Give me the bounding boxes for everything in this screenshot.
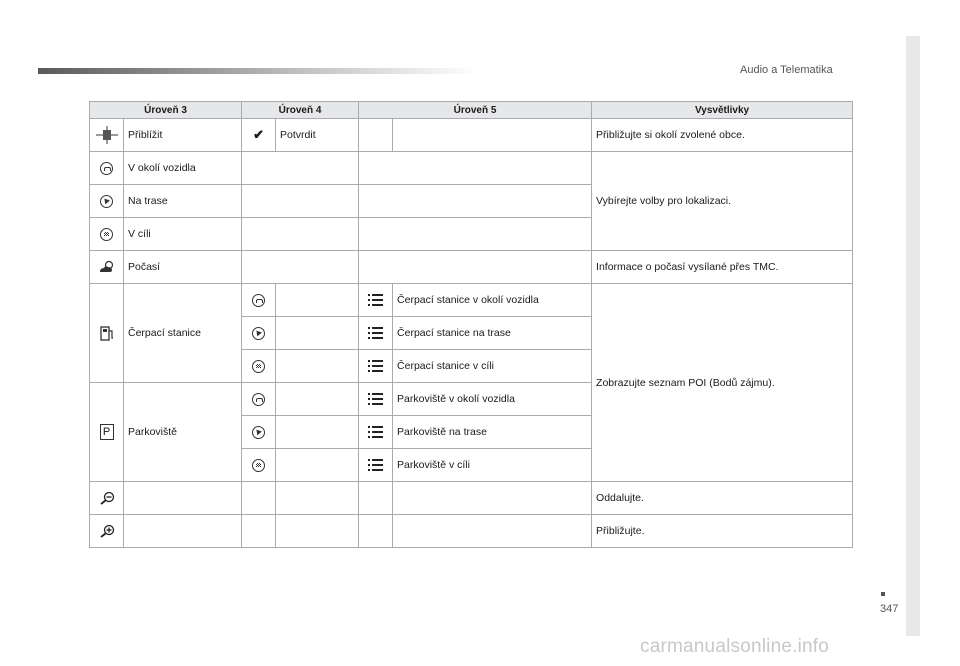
vehicle-circle-icon bbox=[242, 383, 276, 416]
fuel-pump-icon bbox=[90, 284, 124, 383]
table-row bbox=[90, 284, 853, 317]
list-icon bbox=[359, 284, 393, 317]
level5-label: Čerpací stanice na trase bbox=[393, 317, 592, 350]
destination-flag-circle-icon bbox=[242, 350, 276, 383]
section-title: Audio a Telematika bbox=[740, 64, 833, 76]
confirm-label: Potvrdit bbox=[276, 119, 359, 152]
explanation: Zobrazujte seznam POI (Bodů zájmu). bbox=[592, 284, 853, 482]
explanation: Oddalujte. bbox=[592, 482, 853, 515]
table-row bbox=[90, 152, 853, 185]
row-label: V okolí vozidla bbox=[124, 152, 242, 185]
vehicle-circle-icon bbox=[90, 152, 124, 185]
level5-label: Parkoviště na trase bbox=[393, 416, 592, 449]
route-arrow-circle-icon bbox=[242, 317, 276, 350]
table-header-row bbox=[90, 102, 853, 119]
watermark: carmanualsonline.info bbox=[640, 636, 830, 657]
row-label: V cíli bbox=[124, 218, 242, 251]
page-marker bbox=[881, 592, 885, 596]
row-label: Počasí bbox=[124, 251, 242, 284]
table-row bbox=[90, 482, 853, 515]
row-label: Čerpací stanice bbox=[124, 284, 242, 383]
level5-label: Parkoviště v okolí vozidla bbox=[393, 383, 592, 416]
header-level-4: Úroveň 4 bbox=[242, 102, 359, 119]
list-icon bbox=[359, 383, 393, 416]
explanation: Přibližujte. bbox=[592, 515, 853, 548]
level5-label: Čerpací stanice v okolí vozidla bbox=[393, 284, 592, 317]
zoom-map-icon bbox=[90, 119, 124, 152]
table-row bbox=[90, 251, 853, 284]
destination-flag-circle-icon bbox=[90, 218, 124, 251]
list-icon bbox=[359, 350, 393, 383]
destination-flag-circle-icon bbox=[242, 449, 276, 482]
zoom-in-icon bbox=[90, 515, 124, 548]
explanation: Přibližujte si okolí zvolené obce. bbox=[592, 119, 853, 152]
header-level-3: Úroveň 3 bbox=[90, 102, 242, 119]
zoom-out-icon bbox=[90, 482, 124, 515]
explanation: Informace o počasí vysílané přes TMC. bbox=[592, 251, 853, 284]
row-label: Na trase bbox=[124, 185, 242, 218]
table-row bbox=[90, 515, 853, 548]
route-arrow-circle-icon bbox=[90, 185, 124, 218]
level5-label: Parkoviště v cíli bbox=[393, 449, 592, 482]
table-row bbox=[90, 119, 853, 152]
header-level-5: Úroveň 5 bbox=[359, 102, 592, 119]
route-arrow-circle-icon bbox=[242, 416, 276, 449]
list-icon bbox=[359, 449, 393, 482]
list-icon bbox=[359, 317, 393, 350]
header-explanation: Vysvětlivky bbox=[592, 102, 853, 119]
parking-icon: P bbox=[90, 383, 124, 482]
header-gradient-bar bbox=[38, 68, 478, 74]
row-label: Parkoviště bbox=[124, 383, 242, 482]
vehicle-circle-icon bbox=[242, 284, 276, 317]
list-icon bbox=[359, 416, 393, 449]
navigation-menu-table bbox=[89, 101, 853, 548]
page-number: 347 bbox=[880, 603, 899, 615]
weather-icon bbox=[90, 251, 124, 284]
row-label: Přiblížit bbox=[124, 119, 242, 152]
check-icon: ✔ bbox=[242, 119, 276, 152]
side-strip bbox=[906, 36, 920, 636]
level5-label: Čerpací stanice v cíli bbox=[393, 350, 592, 383]
explanation: Vybírejte volby pro lokalizaci. bbox=[592, 152, 853, 251]
